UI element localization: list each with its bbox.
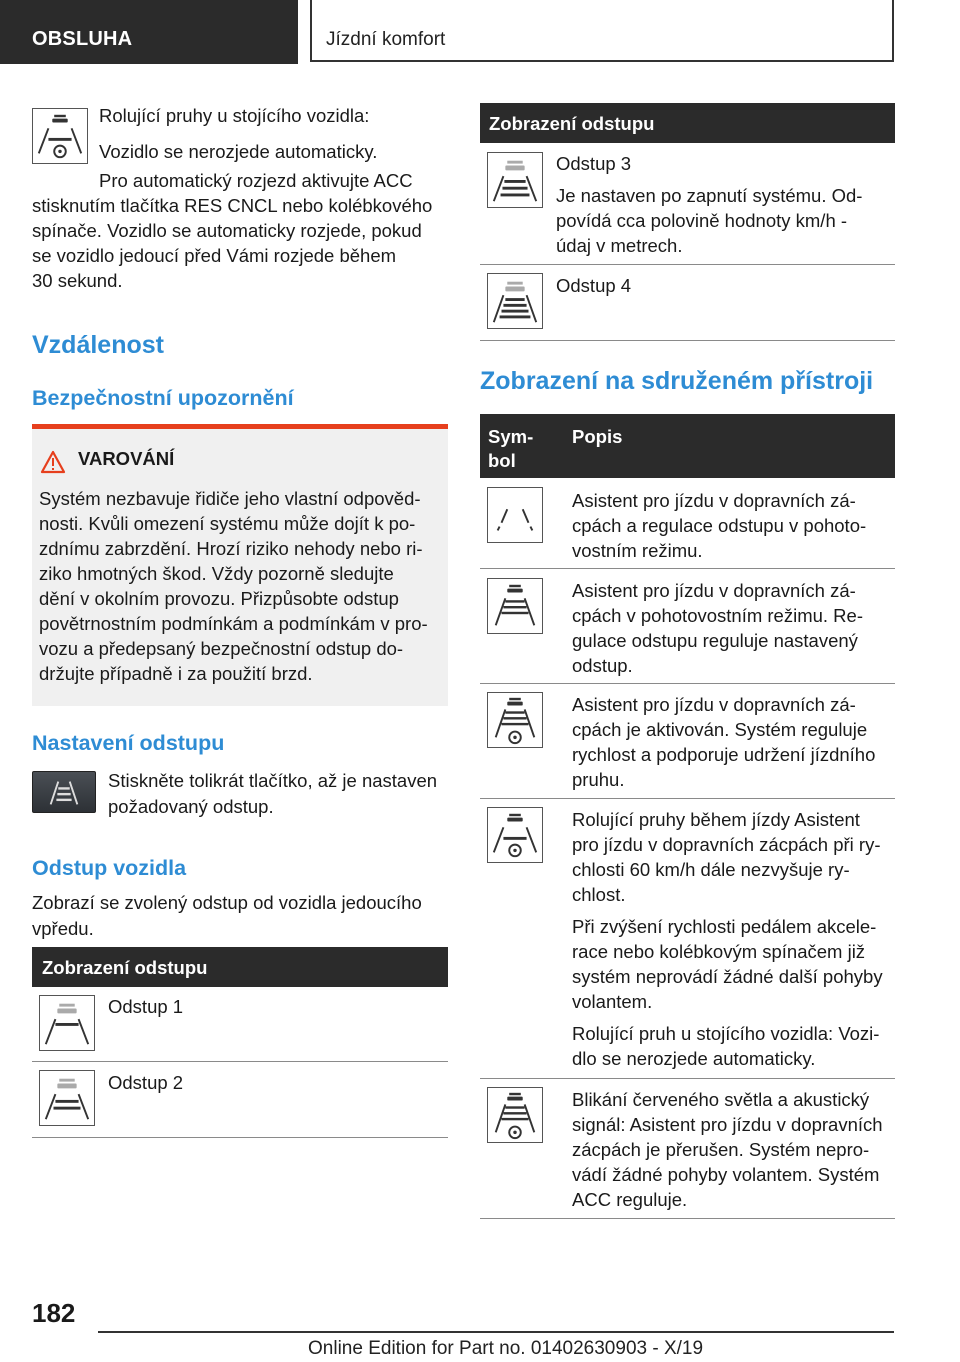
setting-line: Stiskněte tolikrát tlačítko, až je nastaven: [108, 770, 438, 791]
divider: [480, 798, 895, 799]
heading-distance: Vzdálenost: [32, 331, 164, 359]
symbol-desc-line: zácpách je přerušen. Systém nepro-: [572, 1139, 870, 1160]
symbol-desc-line: vostním režimu.: [572, 540, 703, 561]
symbol-desc-line: chlost.: [572, 884, 626, 905]
distance-4-label: Odstup 4: [556, 275, 632, 296]
col-description: Popis: [572, 426, 623, 447]
warning-triangle-icon: [40, 450, 66, 474]
distance-3-label: Odstup 3: [556, 153, 632, 174]
intro-line: Vozidlo se nerozjede automaticky.: [99, 141, 378, 162]
intro-para-line: spínače. Vozidlo se automaticky rozjede, pokud: [32, 220, 422, 241]
distance-2-label: Odstup 2: [108, 1072, 184, 1093]
divider: [32, 1061, 448, 1062]
symbol-desc-line: volantem.: [572, 991, 653, 1012]
divider: [32, 1137, 448, 1138]
table-title: Zobrazení odstupu: [489, 113, 655, 134]
symbol-desc-line: Blikání červeného světla a akustický: [572, 1089, 870, 1110]
header-chapter-tab: [310, 0, 894, 62]
intro-para-line: 30 sekund.: [32, 270, 123, 291]
symbol-desc-line: race nebo kolébkovým spínačem již: [572, 941, 866, 962]
table-title: Zobrazení odstupu: [42, 957, 208, 978]
symbol-desc-line: Asistent pro jízdu v dopravních zá-: [572, 694, 856, 715]
divider: [480, 264, 895, 265]
lanes-distance-standby-icon: [487, 578, 543, 634]
footer-rule: [98, 1331, 894, 1333]
divider: [480, 683, 895, 684]
warning-line: vozu a předepsaný bezpečnostní odstup do-: [39, 638, 404, 659]
heading-safety: Bezpečnostní upozornění: [32, 386, 294, 410]
header-section: OBSLUHA: [32, 28, 133, 50]
symbol-desc-line: pro jízdu v dopravních zácpách při ry-: [572, 834, 881, 855]
warning-line: Systém nezbavuje řidiče jeho vlastní odpověd-: [39, 488, 421, 509]
warning-body: [39, 486, 439, 686]
distance-2-icon: [39, 1070, 95, 1126]
symbol-desc-line: rychlost a podporuje udržení jízdního: [572, 744, 876, 765]
intro-para-line: Pro automatický rozjezd aktivujte ACC: [99, 170, 413, 191]
symbol-desc-line: Asistent pro jízdu v dopravních zá-: [572, 490, 856, 511]
distance-3-desc-line: Je nastaven po zapnutí systému. Od-: [556, 185, 863, 206]
heading-vehicle-distance: Odstup vozidla: [32, 856, 187, 880]
lanes-standby-icon: [487, 487, 543, 543]
distance-1-icon: [39, 995, 95, 1051]
warning-title: VAROVÁNÍ: [78, 448, 175, 469]
distance-3-desc-line: údaj v metrech.: [556, 235, 683, 256]
col-symbol: bol: [488, 450, 516, 471]
intro-para-line: se vozidlo jedoucí před Vámi rozjede během: [32, 245, 397, 266]
rolling-lanes-icon: [487, 807, 543, 863]
vehicle-line: vpředu.: [32, 918, 94, 939]
symbol-desc-line: ACC reguluje.: [572, 1189, 688, 1210]
warning-line: dění v okolním provozu. Přizpůsobte odstup: [39, 588, 399, 609]
warning-line: povětrnostním podmínkám a podmínkám v pro-: [39, 613, 428, 634]
setting-line: požadovaný odstup.: [108, 796, 274, 817]
symbol-desc-line: cpách je aktivován. Systém reguluje: [572, 719, 868, 740]
intro-title: Rolující pruhy u stojícího vozidla:: [99, 105, 370, 126]
symbol-desc-line: odstup.: [572, 655, 633, 676]
symbol-desc-line: dlo se nerozjede automaticky.: [572, 1048, 816, 1069]
symbol-desc-line: Rolující pruhy během jízdy Asistent: [572, 809, 860, 830]
warning-line: nosti. Kvůli omezení systému může dojít k po-: [39, 513, 416, 534]
takeover-warning-icon: [487, 1087, 543, 1143]
symbol-desc-line: cpách v pohotovostním režimu. Re-: [572, 605, 863, 626]
divider: [480, 568, 895, 569]
col-symbol: Sym-: [488, 426, 534, 447]
symbol-table-header: [480, 414, 895, 478]
divider: [480, 1078, 895, 1079]
heading-setting: Nastavení odstupu: [32, 731, 225, 755]
table-header: [480, 103, 895, 143]
intro-para-line: stisknutím tlačítka RES CNCL nebo kolébkového: [32, 195, 433, 216]
distance-1-label: Odstup 1: [108, 996, 184, 1017]
symbol-desc-line: cpách a regulace odstupu v pohoto-: [572, 515, 867, 536]
warning-line: držujte případně i za použití brzd.: [39, 663, 313, 684]
symbol-desc-line: pruhu.: [572, 769, 625, 790]
heading-instrument-cluster: Zobrazení na sdruženém přístroji: [480, 367, 874, 395]
distance-4-icon: [487, 273, 543, 329]
header-section-tab: [0, 0, 298, 64]
symbol-desc-line: vádí žádné pohyby volantem. Systém: [572, 1164, 880, 1185]
distance-3-icon: [487, 152, 543, 208]
warning-line: zdnímu zabrzdění. Hrozí riziko nehody nebo ri-: [39, 538, 423, 559]
symbol-desc-line: chlosti 60 km/h dále nezvyšuje ry-: [572, 859, 850, 880]
symbol-desc-line: Asistent pro jízdu v dopravních zá-: [572, 580, 856, 601]
page-number: 182: [32, 1298, 76, 1328]
symbol-desc-line: systém neprovádí žádné další pohyby: [572, 966, 883, 987]
distance-button-icon: [32, 771, 96, 813]
table-header: [32, 947, 448, 987]
symbol-desc-line: signál: Asistent pro jízdu v dopravních: [572, 1114, 883, 1135]
rolling-lanes-icon: [32, 108, 88, 164]
distance-3-desc-line: povídá cca polovině hodnoty km/h -: [556, 210, 848, 231]
symbol-desc-line: Při zvýšení rychlosti pedálem akcele-: [572, 916, 877, 937]
vehicle-line: Zobrazí se zvolený odstup od vozidla jedoucího: [32, 892, 422, 913]
warning-line: ziko hmotných škod. Vždy pozorně sledujte: [39, 563, 394, 584]
symbol-desc-line: gulace odstupu reguluje nastavený: [572, 630, 858, 651]
divider: [480, 340, 895, 341]
footer-edition: Online Edition for Part no. 01402630903 - X/19: [308, 1338, 704, 1359]
assistant-active-icon: [487, 692, 543, 748]
symbol-desc-line: Rolující pruh u stojícího vozidla: Vozi-: [572, 1023, 880, 1044]
divider: [480, 1218, 895, 1219]
header-chapter: Jízdní komfort: [326, 29, 446, 50]
